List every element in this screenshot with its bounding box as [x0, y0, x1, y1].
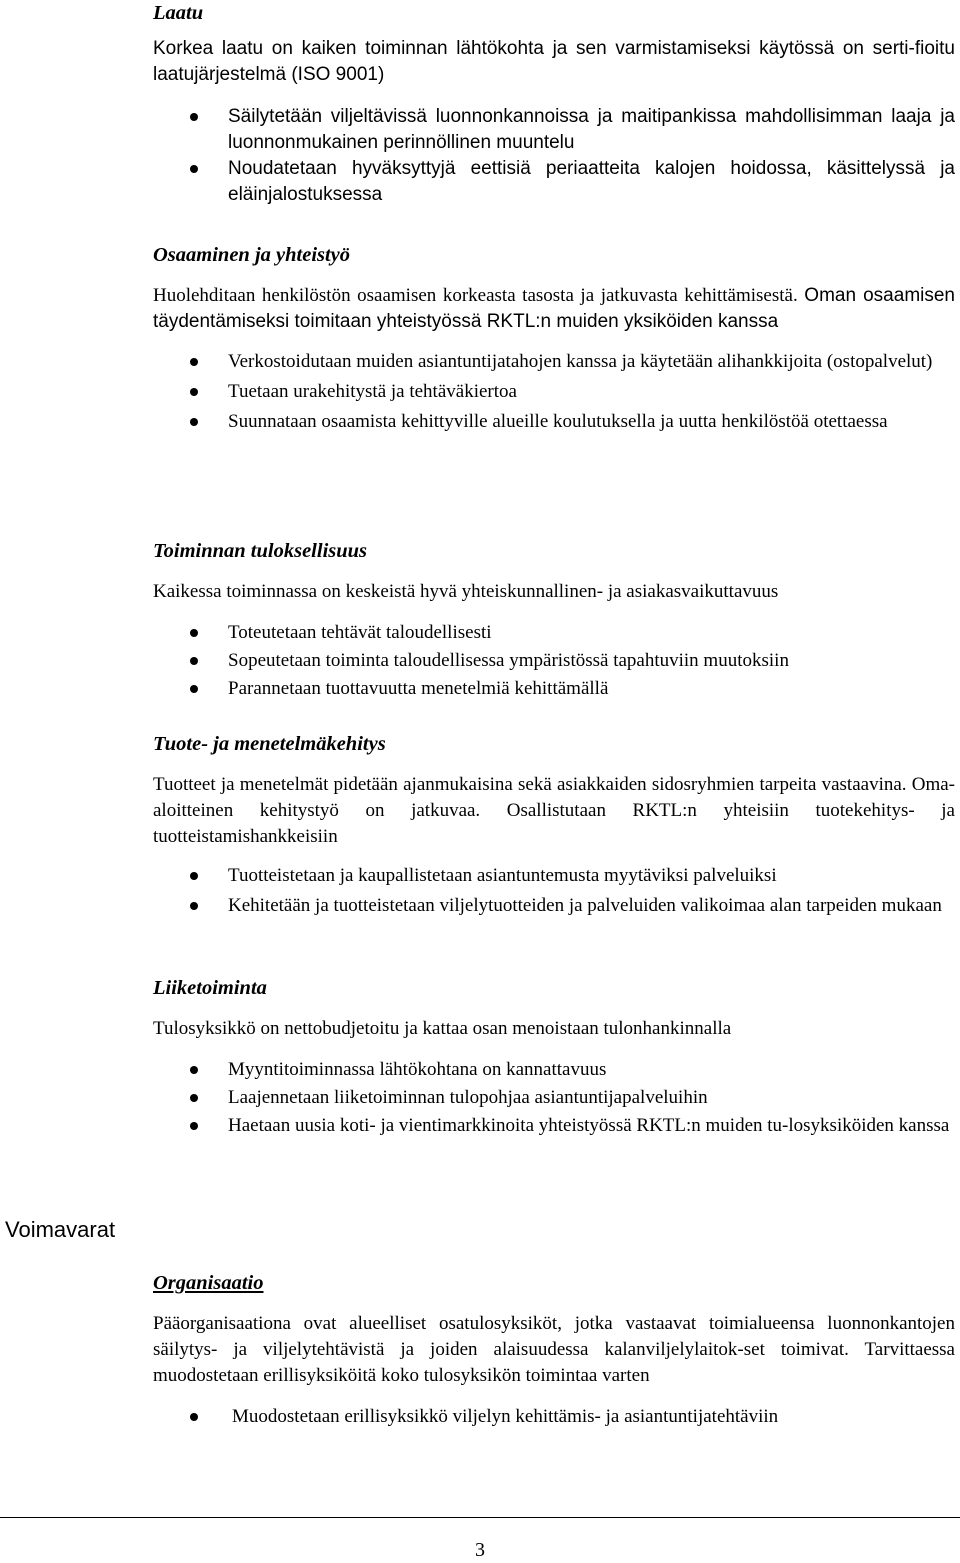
bullet-icon: [190, 1413, 198, 1421]
section-heading: Tuote- ja menetelmäkehitys: [153, 733, 386, 755]
bullet-list: [153, 1057, 955, 1139]
section-intro: Korkea laatu on kaiken toiminnan lähtökohta ja sen varmistamiseksi käytössä on serti-fioitu laatujärjestelmä (ISO 9001): [153, 38, 955, 85]
list-item: Verkostoidutaan muiden asiantuntijatahojen kanssa ja käytetään alihankkijoita (ostopalvelut): [153, 349, 955, 375]
list-item: Säilytetään viljeltävissä luonnonkannoissa ja maitipankissa mahdollisimman laaja ja luonnonmukainen perinnöllinen muuntelu: [153, 104, 955, 156]
bullet-icon: [190, 1122, 198, 1130]
section-heading: Liiketoiminta: [153, 977, 267, 999]
bullet-list: [153, 620, 955, 702]
list-item: Sopeutetaan toiminta taloudellisessa ympäristössä tapahtuviin muutoksiin: [153, 648, 955, 674]
section-intro: Huolehditaan henkilöstön osaamisen korkeasta tasosta ja jatkuvasta kehittämisestä. Oman osaamisen täydentämiseksi toimitaan yhteistyössä RKTL:n muiden yksiköiden kanssa: [153, 285, 956, 332]
section-intro: Tulosyksikkö on nettobudjetoitu ja kattaa osan menoistaan tulonhankinnalla: [153, 1018, 732, 1039]
list-item: Tuotteistetaan ja kaupallistetaan asiantuntemusta myytäviksi palveluiksi: [153, 863, 955, 889]
section-organisaatio: [153, 1270, 955, 1430]
page-number: 3: [475, 1539, 485, 1561]
bullet-icon: [190, 657, 198, 665]
section-intro: Tuotteet ja menetelmät pidetään ajanmukaisina sekä asiakkaiden sidosryhmien tarpeita vastaavina. Oma-aloitteinen kehitystyö on jatkuvaa. Osallistutaan RKTL:n yhteisiin tuotekehitys- ja tuotteistamishankkeisiin: [153, 774, 955, 847]
section-heading: Toiminnan tuloksellisuus: [153, 540, 368, 562]
list-item: Haetaan uusia koti- ja vientimarkkinoita yhteistyössä RKTL:n muiden tu-losyksiköiden kanssa: [153, 1113, 955, 1139]
section-osaaminen: [153, 242, 955, 435]
bullet-icon: [190, 358, 198, 366]
bullet-icon: [190, 418, 198, 426]
bullet-icon: [190, 872, 198, 880]
list-item: Laajennetaan liiketoiminnan tulopohjaa asiantuntijapalveluihin: [153, 1085, 955, 1111]
list-item: Muodostetaan erillisyksikkö viljelyn kehittämis- ja asiantuntijatehtäviin: [153, 1404, 955, 1430]
section-heading: Laatu: [153, 2, 204, 24]
bullet-icon: [190, 1094, 198, 1102]
section-intro: Kaikessa toiminnassa on keskeistä hyvä yhteiskunnallinen- ja asiakasvaikuttavuus: [153, 581, 779, 602]
bullet-list: [153, 863, 955, 919]
section-laatu: [153, 0, 955, 208]
list-item: Tuetaan urakehitystä ja tehtäväkiertoa: [153, 379, 955, 405]
list-item: Suunnataan osaamista kehittyville alueille koulutuksella ja uutta henkilöstöä otettaessa: [153, 409, 955, 435]
section-heading: Osaaminen ja yhteistyö: [153, 244, 351, 266]
section-heading: Organisaatio: [153, 1272, 264, 1294]
section-tuote: [153, 731, 955, 919]
bullet-list: [153, 349, 955, 435]
list-item: Kehitetään ja tuotteistetaan viljelytuotteiden ja palveluiden valikoimaa alan tarpeiden mukaan: [153, 893, 955, 919]
bullet-icon: [190, 1066, 198, 1074]
bullet-icon: [190, 629, 198, 637]
list-item: Myyntitoiminnassa lähtökohtana on kannattavuus: [153, 1057, 955, 1083]
section-tuloksellisuus: [153, 538, 955, 702]
bullet-list: [153, 104, 955, 208]
bullet-icon: [190, 388, 198, 396]
footer-rule: [0, 1517, 960, 1518]
list-item: Noudatetaan hyväksyttyjä eettisiä periaatteita kalojen hoidossa, käsittelyssä ja eläinjalostuksessa: [153, 156, 955, 208]
side-label: Voimavarat: [5, 1217, 116, 1242]
list-item: Toteutetaan tehtävät taloudellisesti: [153, 620, 955, 646]
list-item: Parannetaan tuottavuutta menetelmiä kehittämällä: [153, 676, 955, 702]
bullet-icon: [190, 902, 198, 910]
bullet-icon: [190, 685, 198, 693]
section-liiketoiminta: [153, 975, 955, 1139]
bullet-list: [153, 1404, 955, 1430]
bullet-icon: [190, 165, 198, 173]
bullet-icon: [190, 113, 198, 121]
section-intro: Pääorganisaationa ovat alueelliset osatulosyksiköt, jotka vastaavat toimialueensa luonnonkantojen säilytys- ja viljelytehtävistä ja joiden alaisuudessa kalanviljelylaitok-set toimivat. Tarvittaessa muodostetaan erillisyksiköitä koko tulosyksikön toimintaa varten: [153, 1313, 955, 1386]
